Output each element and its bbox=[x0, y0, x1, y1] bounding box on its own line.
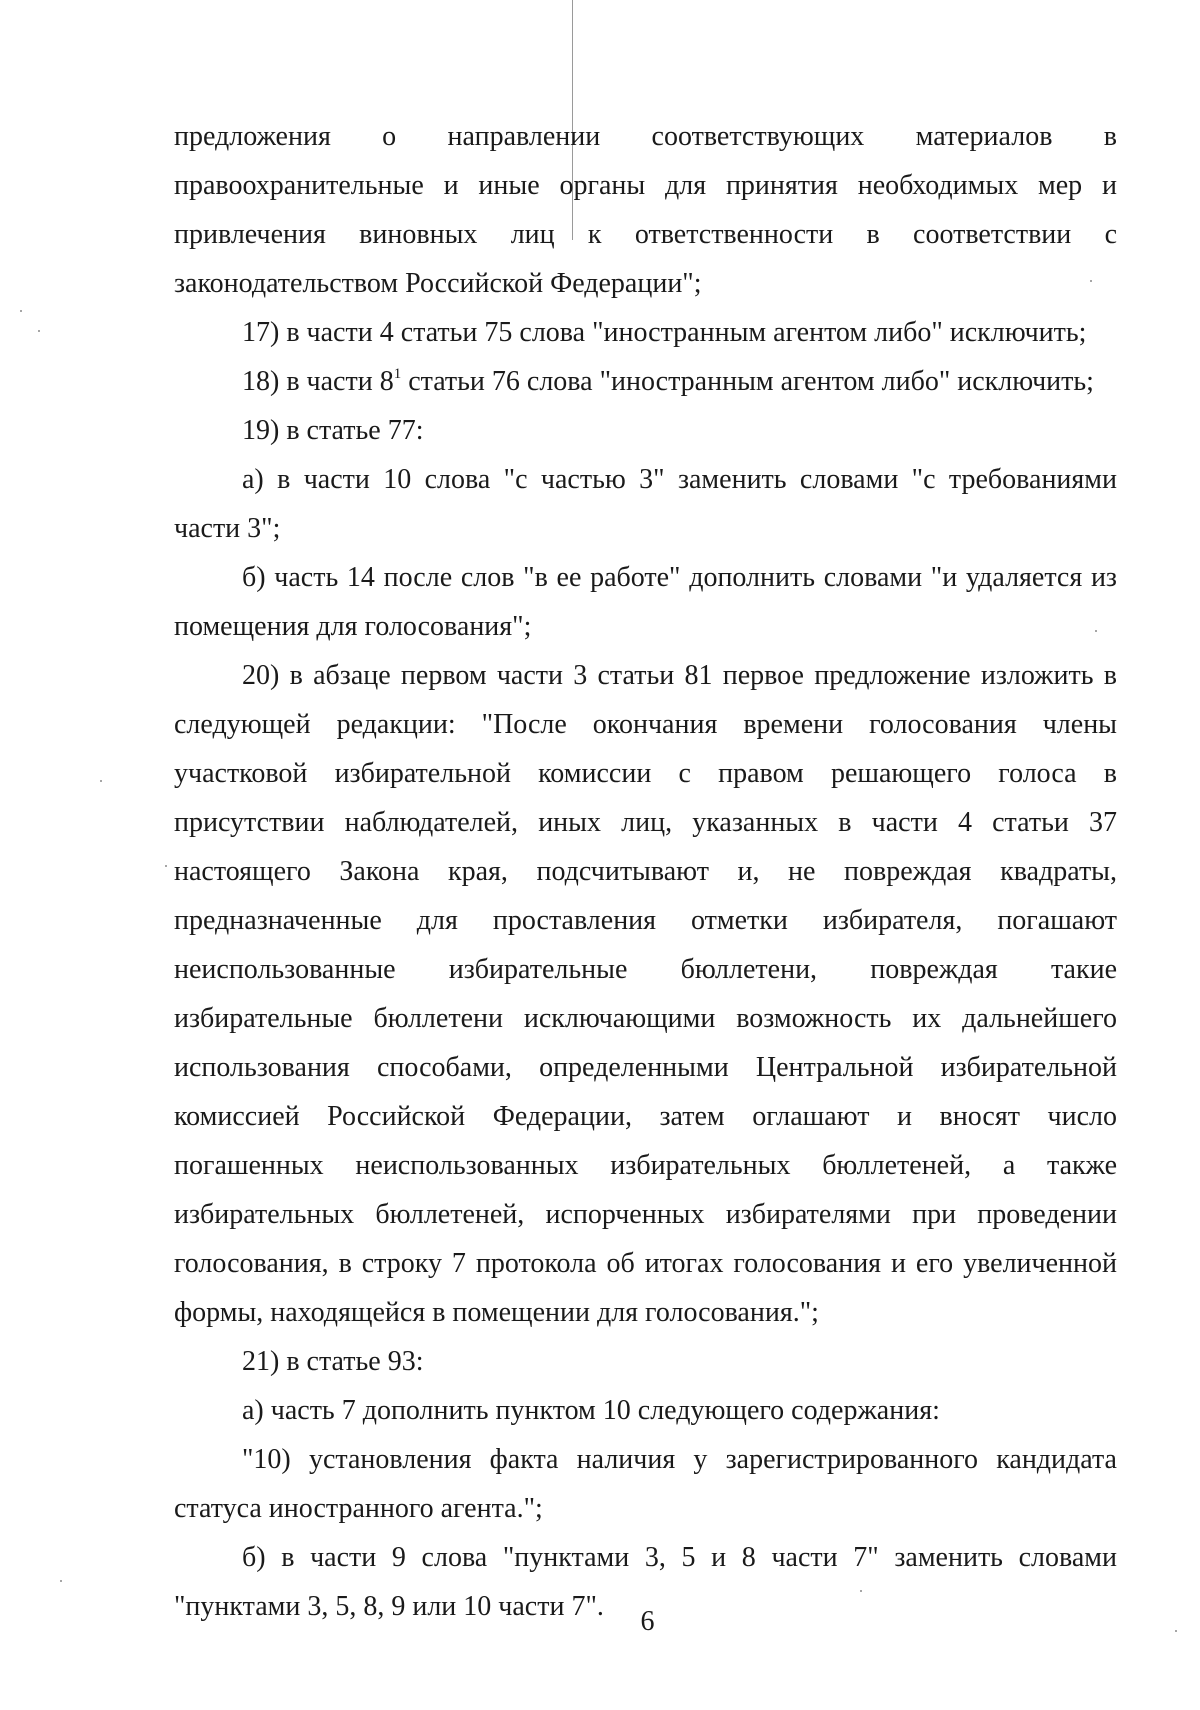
paragraph bbox=[174, 357, 1117, 406]
paragraph: а) в части 10 слова "с частью 3" заменить словами "с требованиями части 3"; bbox=[174, 464, 1117, 544]
scan-speck bbox=[1095, 630, 1097, 632]
paragraph: 20) в абзаце первом части 3 статьи 81 первое предложение изложить в следующей редакции: "После окончания времени голосования члены участковой избирательной комиссии с правом решающего голоса в присутствии наблюдателей, иных лиц, указанных в части 4 статьи 37 настоящего Закона края, подсчитывают и, не повреждая квадраты, предназначенные для проставления отметки избирателя, погашают неиспользованные избирательные бюллетени, повреждая такие избирательные бюллетени исключающими возможность их дальнейшего использования способами, определенными Центральной избирательной комиссией Российской Федерации, затем оглашают и вносят число погашенных неиспользованных избирательных бюллетеней, а также избирательных бюллетеней, испорченных избирателями при проведении голосования, в строку 7 протокола об итогах голосования и его увеличенной формы, находящейся в помещении для голосования."; bbox=[174, 660, 1117, 1328]
paragraph: 21) в статье 93: bbox=[242, 1346, 424, 1377]
paragraph: 17) в части 4 статьи 75 слова "иностранным агентом либо" исключить; bbox=[242, 317, 1087, 348]
paragraph: б) часть 14 после слов "в ее работе" дополнить словами "и удаляется из помещения для голосования"; bbox=[174, 562, 1117, 642]
paragraph: а) часть 7 дополнить пунктом 10 следующего содержания: bbox=[242, 1395, 940, 1426]
paragraph: б) в части 9 слова "пунктами 3, 5 и 8 части 7" заменить словами "пунктами 3, 5, 8, 9 или 10 части 7". bbox=[174, 1542, 1117, 1622]
document-body bbox=[174, 112, 1117, 1631]
scan-speck bbox=[1175, 1630, 1177, 1632]
scan-speck bbox=[165, 865, 167, 867]
scan-speck bbox=[100, 780, 102, 782]
scan-speck bbox=[60, 1580, 62, 1582]
superscript: 1 bbox=[393, 366, 402, 382]
paragraph: предложения о направлении соответствующих материалов в правоохранительные и иные органы для принятия необходимых мер и привлечения виновных лиц к ответственности в соответствии с законодательством Российской Федерации"; bbox=[174, 121, 1117, 299]
paragraph: 19) в статье 77: bbox=[242, 415, 424, 446]
scan-speck bbox=[1090, 280, 1092, 282]
paragraph-text-after: статьи 76 слова "иностранным агентом либо" исключить; bbox=[401, 366, 1094, 397]
paragraph: "10) установления факта наличия у зарегистрированного кандидата статуса иностранного агента."; bbox=[174, 1444, 1117, 1524]
scan-speck bbox=[860, 1590, 862, 1592]
paragraph-text-before: 18) в части 8 bbox=[242, 366, 394, 397]
page-number: 6 bbox=[640, 1606, 655, 1637]
scan-speck bbox=[20, 310, 22, 312]
scan-speck bbox=[38, 330, 40, 332]
